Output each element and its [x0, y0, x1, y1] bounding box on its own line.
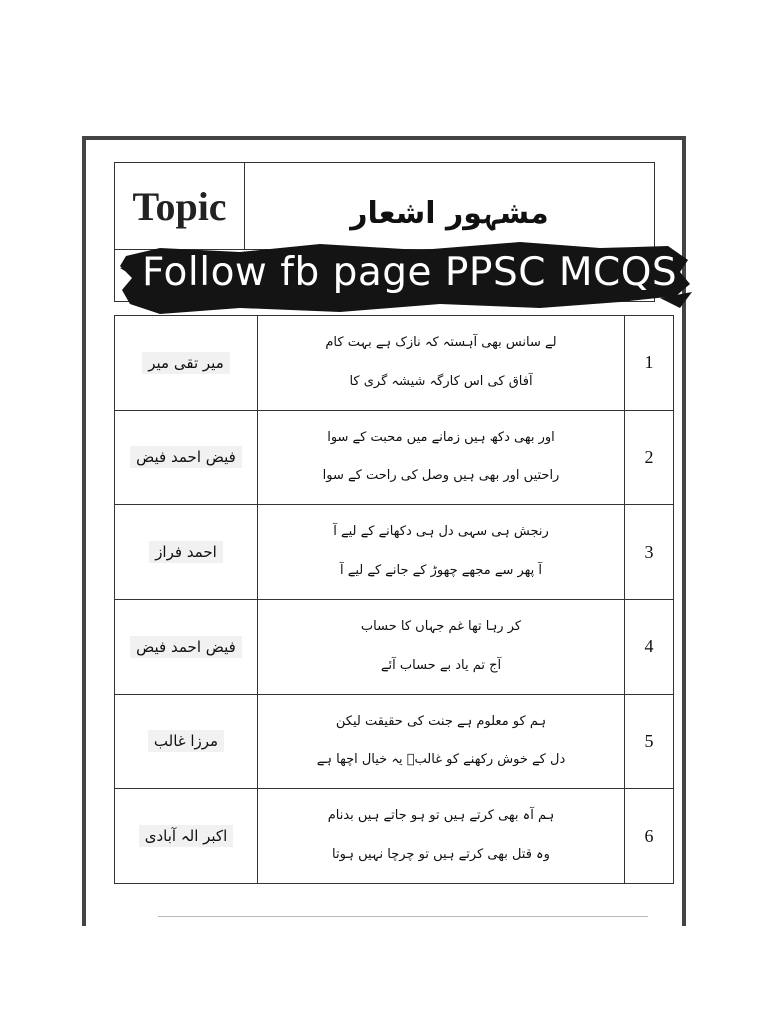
verse-cell [258, 505, 625, 600]
table-row [115, 505, 674, 600]
row-number: 5 [625, 694, 674, 789]
mcq-table [114, 315, 674, 884]
verse-cell [258, 789, 625, 884]
table-row [115, 316, 674, 411]
verse-line-2: آ پھر سے مجھے چھوڑ کے جانے کے لیے آ [339, 563, 543, 579]
verse-line-1: ہم کو معلوم ہے جنت کی حقیقت لیکن [335, 713, 547, 729]
poet-cell [115, 599, 258, 694]
poet-name: مرزا غالب [148, 730, 224, 752]
poet-name: فیض احمد فیض [130, 636, 242, 658]
banner-text: Follow fb page PPSC MCQS [142, 250, 678, 295]
verse-line-2: آفاق کی اس کارگہ شیشہ گری کا [349, 373, 533, 389]
poet-cell [115, 316, 258, 411]
verse-line-2: راحتیں اور بھی ہیں وصل کی راحت کے سوا [322, 468, 560, 484]
poet-name: فیض احمد فیض [130, 446, 242, 468]
verse-line-2: آج تم یاد بے حساب آئے [380, 657, 502, 673]
table-row [115, 694, 674, 789]
verse-line-1: ہم آہ بھی کرتے ہیں تو ہو جاتے ہیں بدنام [327, 808, 555, 824]
row-number: 4 [625, 599, 674, 694]
poet-name: اکبر الہ آبادی [139, 825, 234, 847]
verse-cell [258, 694, 625, 789]
poet-cell [115, 694, 258, 789]
table-row [115, 410, 674, 505]
poet-name: میر تقی میر [142, 352, 229, 374]
title-cell [245, 163, 654, 250]
poet-cell [115, 410, 258, 505]
verse-line-2: وہ قتل بھی کرتے ہیں تو چرچا نہیں ہوتا [332, 847, 550, 863]
topic-cell [115, 163, 245, 250]
topic-label: Topic [132, 183, 227, 229]
row-number: 3 [625, 505, 674, 600]
verse-line-1: کر رہا تھا غم جہاں کا حساب [360, 618, 522, 634]
verse-cell [258, 316, 625, 411]
watermark-banner [120, 238, 692, 318]
page-title: مشہور اشعار [350, 195, 549, 231]
row-number: 1 [625, 316, 674, 411]
row-number: 2 [625, 410, 674, 505]
verse-line-2: دل کے خوش رکھنے کو غالبؔ یہ خیال اچھا ہے [316, 752, 566, 768]
poet-name: احمد فراز [149, 541, 223, 563]
poet-cell [115, 789, 258, 884]
footer-divider [158, 916, 648, 917]
verse-cell [258, 599, 625, 694]
verse-line-1: رنجش ہی سہی دل ہی دکھانے کے لیے آ [333, 524, 549, 540]
verse-line-1: اور بھی دکھ ہیں زمانے میں محبت کے سوا [327, 429, 555, 445]
table-row [115, 789, 674, 884]
verse-line-1: لے سانس بھی آہستہ کہ نازک ہے بہت کام [325, 334, 557, 350]
row-number: 6 [625, 789, 674, 884]
poet-cell [115, 505, 258, 600]
verse-cell [258, 410, 625, 505]
table-row [115, 599, 674, 694]
